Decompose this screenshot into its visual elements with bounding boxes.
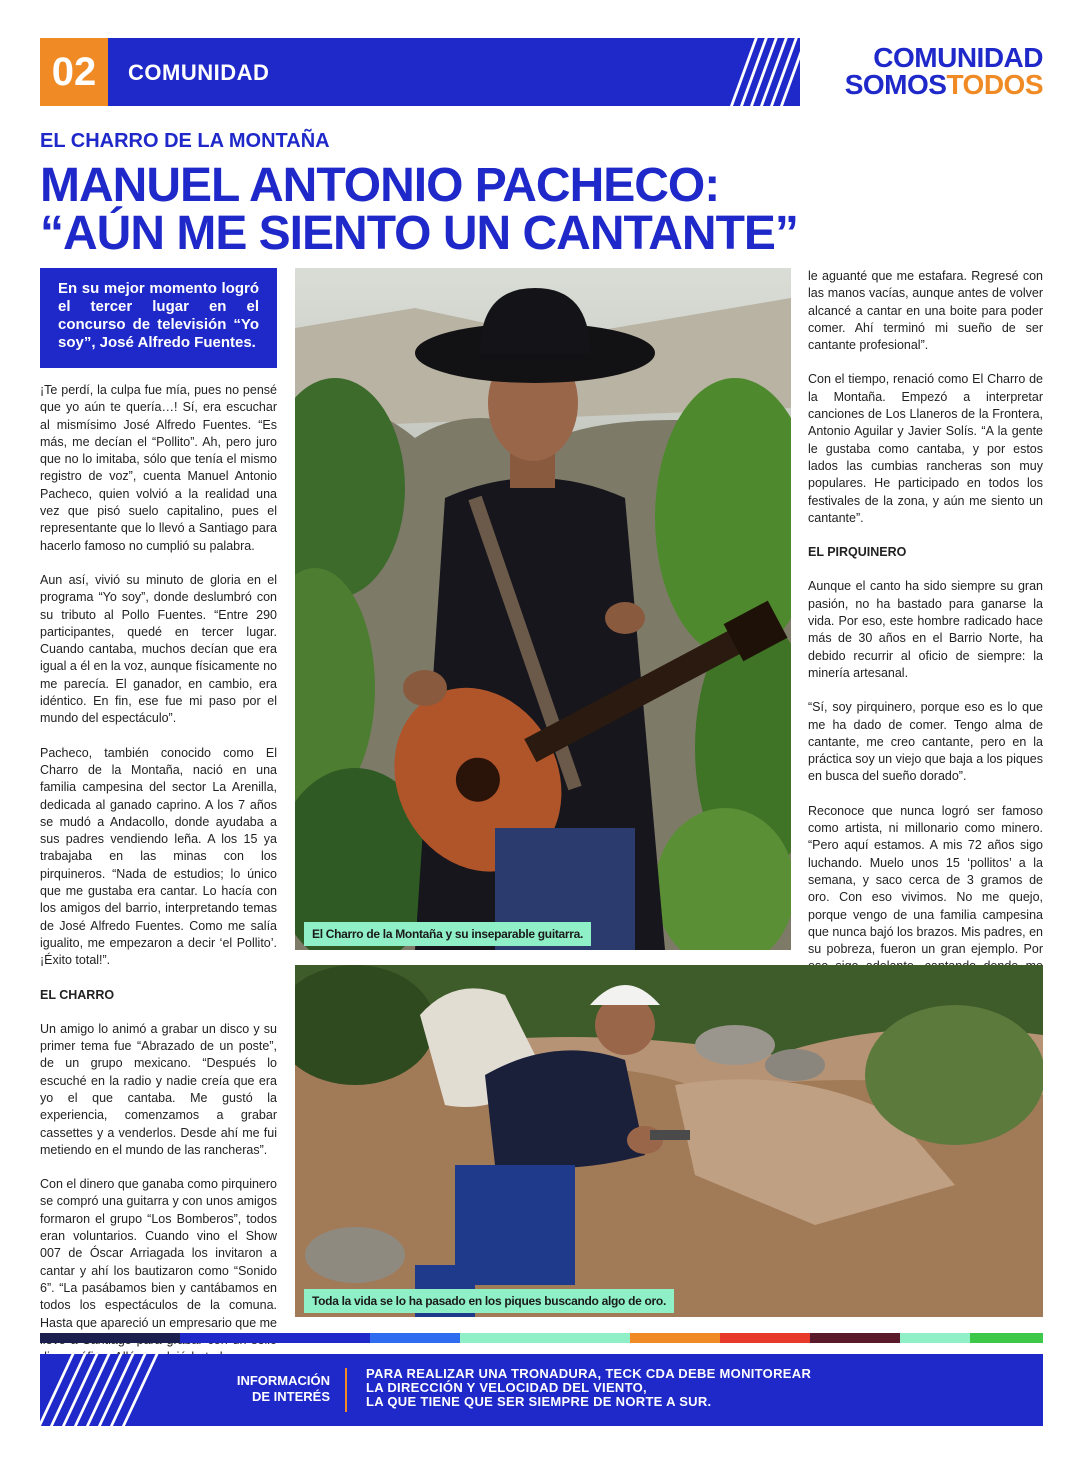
paragraph: “Sí, soy pirquinero, porque eso es lo que me ha dado de comer. Tengo alma de cantante, me creo cantante, pero en la práctica soy un viejo que baja a los piques en busca del sueño dorado”.: [808, 700, 1043, 784]
brand-logo: [845, 44, 1043, 98]
rule-segment: [810, 1333, 900, 1343]
paragraph: Aunque el canto ha sido siempre su gran pasión, no ha bastado para ganarse la vida. Por eso, este hombre radicado hace más de 30 años en el Barrio Norte, ha debido recurrir al oficio de siempre: la minería artesanal.: [808, 579, 1043, 680]
rule-segment: [40, 1333, 180, 1343]
photo-miner: [295, 965, 1043, 1317]
rule-segment: [370, 1333, 460, 1343]
paragraph: le aguanté que me estafara. Regresé con las manos vacías, aunque antes de volver alcancé a cantar en una boite para poder comer. Ahí terminó mi sueño de ser cantante profesional”.: [808, 269, 1043, 353]
paragraph: Con el tiempo, renació como El Charro de la Montaña. Empezó a interpretar canciones de Los Llaneros de la Frontera, Antonio Aguilar y Javier Solís. “A la gente le gustaba como cantaba, y por estos lados las cumbias rancheras son muy populares. He participado en todos los festivales de la zona, y aún me siento un cantante”.: [808, 372, 1043, 525]
headline-line2: “AÚN ME SIENTO UN CANTANTE”: [40, 207, 798, 260]
info-separator: [345, 1368, 347, 1412]
info-text: [366, 1367, 811, 1409]
caption-miner: Toda la vida se lo ha pasado en los piques buscando algo de oro.: [304, 1289, 674, 1313]
column-left: [40, 382, 277, 1401]
rule-segment: [630, 1333, 720, 1343]
brand-line1: COMUNIDAD: [873, 42, 1043, 73]
brand-somos: SOMOS: [844, 69, 947, 100]
headline-line1: MANUEL ANTONIO PACHECO:: [40, 159, 720, 212]
section-title: COMUNIDAD: [128, 60, 270, 85]
paragraph: Reconoce que nunca logró ser famoso como artista, ni millonario como minero. “Pero aquí estamos. A mis 72 años sigo luchando. Muelo unos 15 ‘pollitos’ a la semana, y saco cerca de 3 gramos de oro. Con eso vivimos. No me quejo, porque vengo de una familia campesina que nunca bajó los brazos. Mis padres, en su pobreza, fueron un gran ejemplo. Por: [808, 803, 1043, 957]
footer-stripes: [40, 1354, 160, 1426]
paragraph: Un amigo lo animó a grabar un disco y su primer tema fue “Abrazado de un poste”, de un grupo mexicano. “Después lo escuché en la radio y nadie creía que era yo el que cantaba. Me gustó la experiencia, comenzamos a grabar cassettes y a venderlos. Desde ahí me fui metiendo en el mundo de las rancheras”.: [40, 1021, 277, 1157]
subhead-el-pirquinero: EL PIRQUINERO: [808, 545, 907, 560]
rule-segment: [460, 1333, 630, 1343]
column-right: [808, 268, 1043, 1010]
paragraph: Pacheco, también conocido como El Charro de la Montaña, nació en una familia campesina del sector La Arenilla, dedicada al ganado caprino. A los 7 años se mudó a Andacollo, donde ayudaba a sus padres vendiendo leña. A los 15 ya trabajaba en las minas con los pirquineros. “Nada de estudios; lo único que me gustaba era cantar. Lo hacía con los amigos del barrio, interpretando temas de José Alfredo Fuentes. Como me salía igualito, me empezaron a decir ‘el Pollito’. ¡Éxito total!”.: [40, 745, 277, 968]
caption-guitar: El Charro de la Montaña y su inseparable guitarra.: [304, 922, 591, 946]
paragraph: Aun así, vivió su minuto de gloria en el programa “Yo soy”, donde deslumbró con su tributo al Pollo Fuentes. “Entre 290 participantes, quedé en tercer lugar. Cuando cantaba, muchos decían que era igual a él en la voz, aunque físicamente no me parecía. El ganador, en cambio, era idéntico. En fin, ese fue mi paso por el mundo del espectáculo”.: [40, 572, 277, 726]
page-number: 02: [40, 38, 108, 106]
photo-miner-illustration: [295, 965, 1043, 1317]
info-text-line1: PARA REALIZAR UNA TRONADURA, TECK CDA DEBE MONITOREAR: [366, 1366, 812, 1381]
rule-segment: [720, 1333, 810, 1343]
photo-guitar-illustration: [295, 268, 791, 950]
info-label-line1: INFORMACIÓN: [236, 1373, 330, 1388]
kicker: EL CHARRO DE LA MONTAÑA: [40, 130, 330, 152]
info-text-line3: LA QUE TIENE QUE SER SIEMPRE DE NORTE A SUR.: [366, 1394, 712, 1409]
rule-segment: [180, 1333, 370, 1343]
brand-todos: TODOS: [946, 69, 1043, 100]
rule-segment: [900, 1333, 970, 1343]
subhead-el-charro: EL CHARRO: [40, 987, 115, 1002]
lead-box: En su mejor momento logró el tercer lugar en el concurso de televisión “Yo soy”, José Alfredo Fuentes.: [40, 268, 277, 368]
info-text-line2: LA DIRECCIÓN Y VELOCIDAD DEL VIENTO,: [366, 1380, 647, 1395]
header-stripes: [730, 38, 800, 106]
info-label: [200, 1373, 330, 1405]
photo-guitar: [295, 268, 791, 950]
info-label-line2: DE INTERÉS: [251, 1389, 330, 1404]
headline: [40, 159, 1040, 260]
paragraph: ¡Te perdí, la culpa fue mía, pues no pensé que yo aún te quería…! Sí, era escuchar al mismísimo José Alfredo Fuentes. “Es más, me decían el “Pollito”. Ah, pero juro que no lo imitaba, sólo que tenía el mismo registro de voz”, cuenta Manuel Antonio Pacheco, quien volvió a la realidad una vez que pisó suelo capitalino, pues el representante que lo llevó a Santiago para hacerlo famoso no cumplió su palabra.: [40, 383, 277, 553]
rule-segment: [970, 1333, 1043, 1343]
paragraph: Con el dinero que ganaba como pirquinero se compró una guitarra y con unos amigos formaron el grupo “Los Bomberos”, todos eran voluntarios. Cuando vino el Show 007 de Óscar Arriagada los invitaron a cantar y ahí los bautizaron como “Sonido 6”. “La pasábamos bien y cantábamos en todos los espectáculos de la comuna. Hasta que apareció un empresario que me: [40, 1177, 277, 1330]
